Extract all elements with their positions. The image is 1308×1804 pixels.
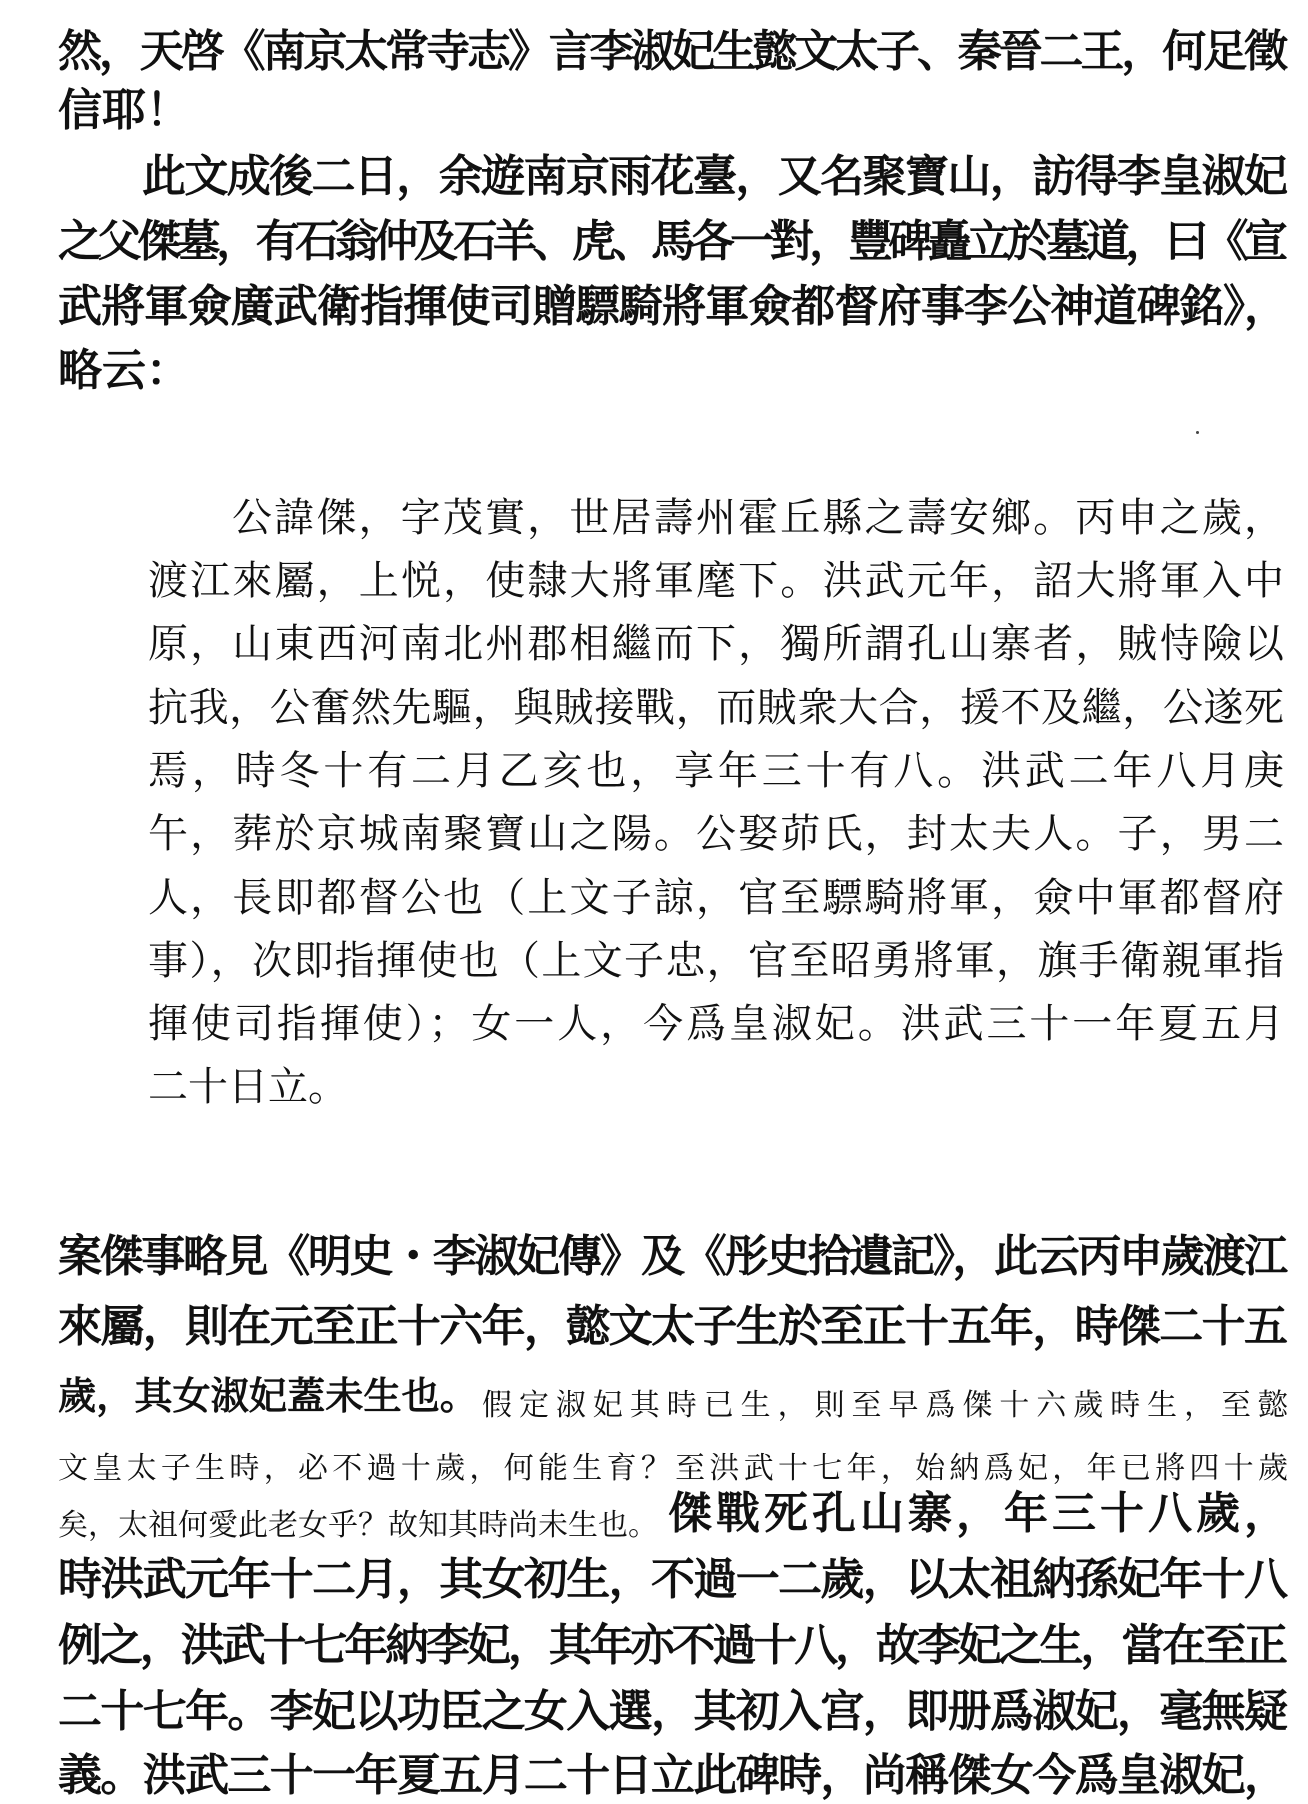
quote-line-4: 抗我，公奮然先驅，與賊接戰，而賊衆大合，援不及繼，公遂死 [148,685,1285,731]
paragraph-3-line-2: 來屬，則在元至正十六年，懿文太子生於至正十五年，時傑二十五 [58,1301,1287,1352]
paragraph-3-line-6: 時洪武元年十二月，其女初生，不過一二歲，以太祖納孫妃年十八 [58,1554,1287,1605]
paragraph-3-line-4-note: 文皇太子生時，必不過十歲，何能生育？至洪武十七年，始納爲妃，年已將四十歲 [58,1451,1293,1486]
quote-line-5: 焉，時冬十有二月乙亥也，享年三十有八。洪武二年八月庚 [148,748,1288,794]
paragraph-2-line-2: 之父傑墓，有石翁仲及石羊、虎、馬各一對，豐碑矗立於墓道，曰《宣 [58,216,1284,267]
quote-line-2: 渡江來屬，上悦，使隸大將軍麾下。洪武元年，詔大將軍入中 [148,558,1287,604]
paragraph-1-line-2: 信耶！ [58,85,190,136]
scan-speck [1196,431,1199,434]
paragraph-3-line-5-note: 矣，太祖何愛此老女乎？故知其時尚未生也。 [58,1508,658,1543]
paragraph-3-line-1: 案傑事略見《明史・李淑妃傳》及《彤史拾遺記》，此云丙申歲渡江 [58,1231,1286,1282]
paragraph-3-line-3-note: 假定淑妃其時已生，則至早爲傑十六歲時生，至懿 [482,1388,1295,1423]
paragraph-2-line-1: 此文成後二日，余遊南京雨花臺，又名聚寶山，訪得李皇淑妃 [142,151,1287,202]
paragraph-1-line-1: 然，天啓《南京太常寺志》言李淑妃生懿文太子、秦晉二王，何足徵 [58,26,1285,77]
paragraph-3-line-7: 例之，洪武十七年納李妃，其年亦不過十八，故李妃之生，當在至正 [58,1620,1285,1671]
paragraph-2-line-4: 略云： [58,345,190,396]
paragraph-2-line-3: 武將軍僉廣武衛指揮使司贈驃騎將軍僉都督府事李公神道碑銘》， [58,281,1288,332]
paragraph-3-line-8: 二十七年。李妃以功臣之女入選，其初入宫，即册爲淑妃，毫無疑 [58,1686,1287,1737]
quote-line-6: 午，葬於京城南聚寶山之陽。公娶茆氏，封太夫人。子，男二 [148,811,1287,857]
quote-line-1: 公諱傑，字茂實，世居壽州霍丘縣之壽安鄉。丙申之歲， [232,495,1287,541]
paragraph-3-line-9: 義。洪武三十一年夏五月二十日立此碑時，尚稱傑女今爲皇淑妃， [58,1750,1287,1801]
quote-line-9: 揮使司指揮使）；女一人，今爲皇淑妃。洪武三十一年夏五月 [148,1001,1287,1047]
quote-line-7: 人，長即都督公也（上文子諒，官至驃騎將軍，僉中軍都督府 [148,875,1287,921]
quote-line-10: 二十日立。 [148,1064,348,1110]
quote-line-3: 原，山東西河南北州郡相繼而下，獨所謂孔山寨者，賊恃險以 [148,621,1287,667]
quote-line-8: 事），次即指揮使也（上文子忠，官至昭勇將軍，旗手衛親軍指 [148,938,1286,984]
paragraph-3-line-3-main: 歲，其女淑妃蓋未生也。 [58,1374,478,1419]
paragraph-3-line-5-main: 傑戰死孔山寨，年三十八歲， [668,1488,1292,1539]
